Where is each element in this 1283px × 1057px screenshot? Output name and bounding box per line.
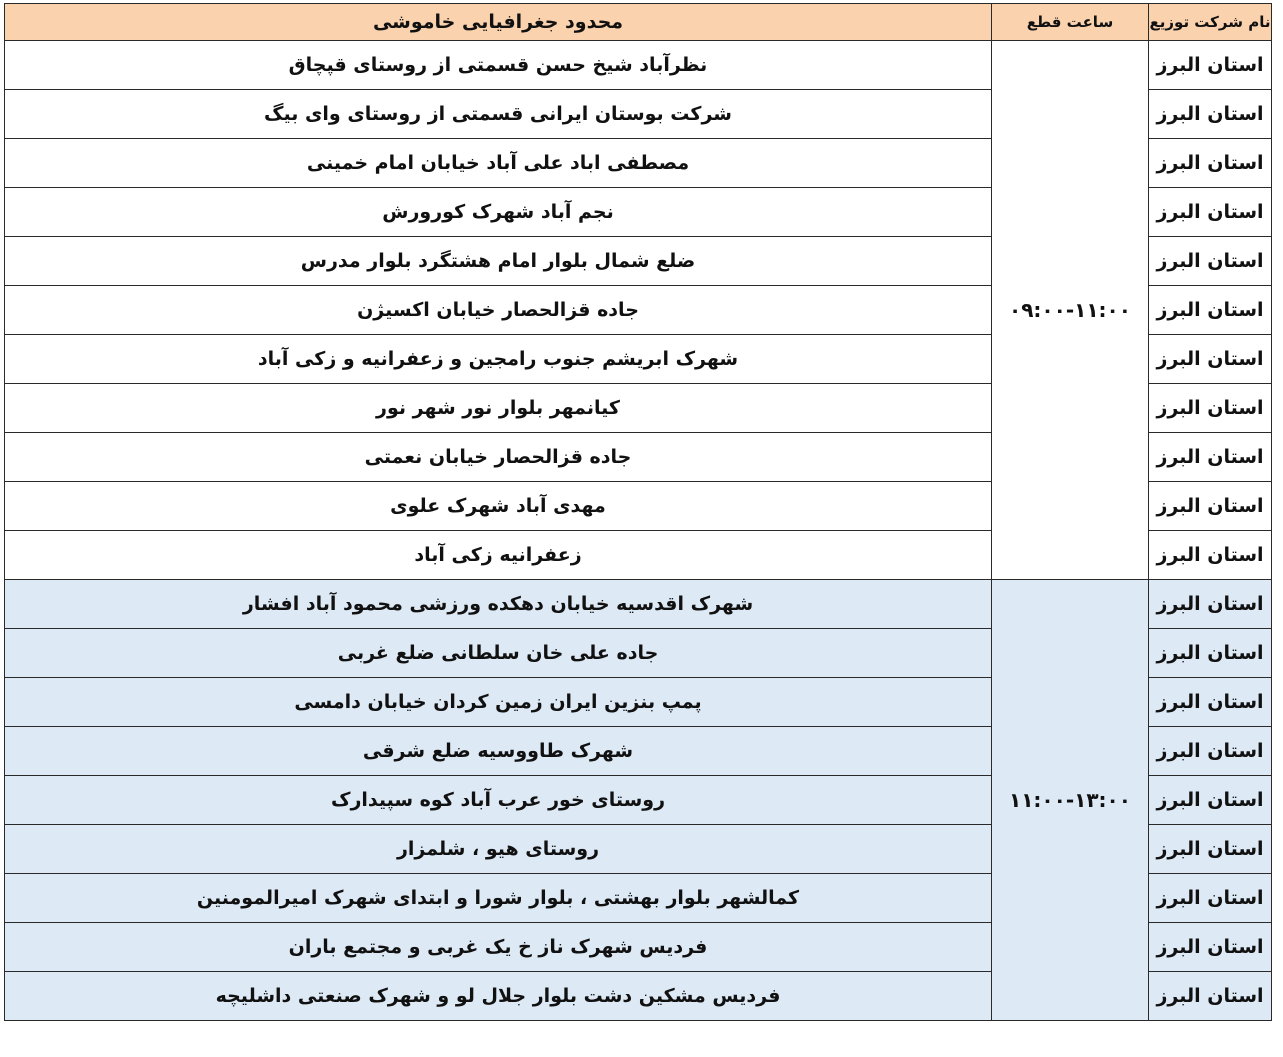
area-cell: فردیس شهرک ناز خ یک غربی و مجتمع باران (5, 923, 992, 972)
time-slot-cell: ۱۱:۰۰-۱۳:۰۰ (992, 580, 1149, 1021)
area-cell: مصطفی اباد علی آباد خیابان امام خمینی (5, 139, 992, 188)
area-cell: شهرک اقدسیه خیابان دهکده ورزشی محمود آباد افشار (5, 580, 992, 629)
area-cell: نجم آباد شهرک کورورش (5, 188, 992, 237)
company-cell: استان البرز (1149, 727, 1272, 776)
company-cell: استان البرز (1149, 188, 1272, 237)
company-cell: استان البرز (1149, 531, 1272, 580)
area-cell: جاده علی خان سلطانی ضلع غربی (5, 629, 992, 678)
area-cell: کیانمهر بلوار نور شهر نور (5, 384, 992, 433)
company-cell: استان البرز (1149, 384, 1272, 433)
company-cell: استان البرز (1149, 335, 1272, 384)
company-cell: استان البرز (1149, 629, 1272, 678)
company-cell: استان البرز (1149, 923, 1272, 972)
company-cell: استان البرز (1149, 972, 1272, 1021)
time-group-2 (5, 580, 1272, 1021)
area-cell: روستای هیو ، شلمزار (5, 825, 992, 874)
area-cell: پمپ بنزین ایران زمین کردان خیابان دامسی (5, 678, 992, 727)
area-cell: زعفرانیه زکی آباد (5, 531, 992, 580)
area-cell: فردیس مشکین دشت بلوار جلال لو و شهرک صنعتی داشلیچه (5, 972, 992, 1021)
header-time: ساعت قطع (992, 4, 1149, 41)
area-cell: مهدی آباد شهرک علوی (5, 482, 992, 531)
company-cell: استان البرز (1149, 482, 1272, 531)
company-cell: استان البرز (1149, 286, 1272, 335)
company-cell: استان البرز (1149, 874, 1272, 923)
area-cell: روستای خور عرب آباد کوه سپیدارک (5, 776, 992, 825)
company-cell: استان البرز (1149, 825, 1272, 874)
area-cell: جاده قزالحصار خیابان نعمتی (5, 433, 992, 482)
area-cell: شرکت بوستان ایرانی قسمتی از روستای وای بیگ (5, 90, 992, 139)
header-company: نام شرکت توزیع (1149, 4, 1272, 41)
area-cell: شهرک طاووسیه ضلع شرقی (5, 727, 992, 776)
table-row (5, 41, 1272, 90)
company-cell: استان البرز (1149, 433, 1272, 482)
header-row (5, 4, 1272, 41)
company-cell: استان البرز (1149, 237, 1272, 286)
outage-table (4, 3, 1272, 1021)
time-group-1 (5, 41, 1272, 580)
header-area: محدود جغرافیایی خاموشی (5, 4, 992, 41)
area-cell: شهرک ابریشم جنوب رامجین و زعفرانیه و زکی آباد (5, 335, 992, 384)
time-slot-cell: ۰۹:۰۰-۱۱:۰۰ (992, 41, 1149, 580)
company-cell: استان البرز (1149, 90, 1272, 139)
company-cell: استان البرز (1149, 776, 1272, 825)
area-cell: نظرآباد شیخ حسن قسمتی از روستای قپچاق (5, 41, 992, 90)
company-cell: استان البرز (1149, 580, 1272, 629)
area-cell: ضلع شمال بلوار امام هشتگرد بلوار مدرس (5, 237, 992, 286)
company-cell: استان البرز (1149, 139, 1272, 188)
company-cell: استان البرز (1149, 41, 1272, 90)
company-cell: استان البرز (1149, 678, 1272, 727)
area-cell: کمالشهر بلوار بهشتی ، بلوار شورا و ابتدای شهرک امیرالمومنین (5, 874, 992, 923)
table-row (5, 580, 1272, 629)
area-cell: جاده قزالحصار خیابان اکسیژن (5, 286, 992, 335)
